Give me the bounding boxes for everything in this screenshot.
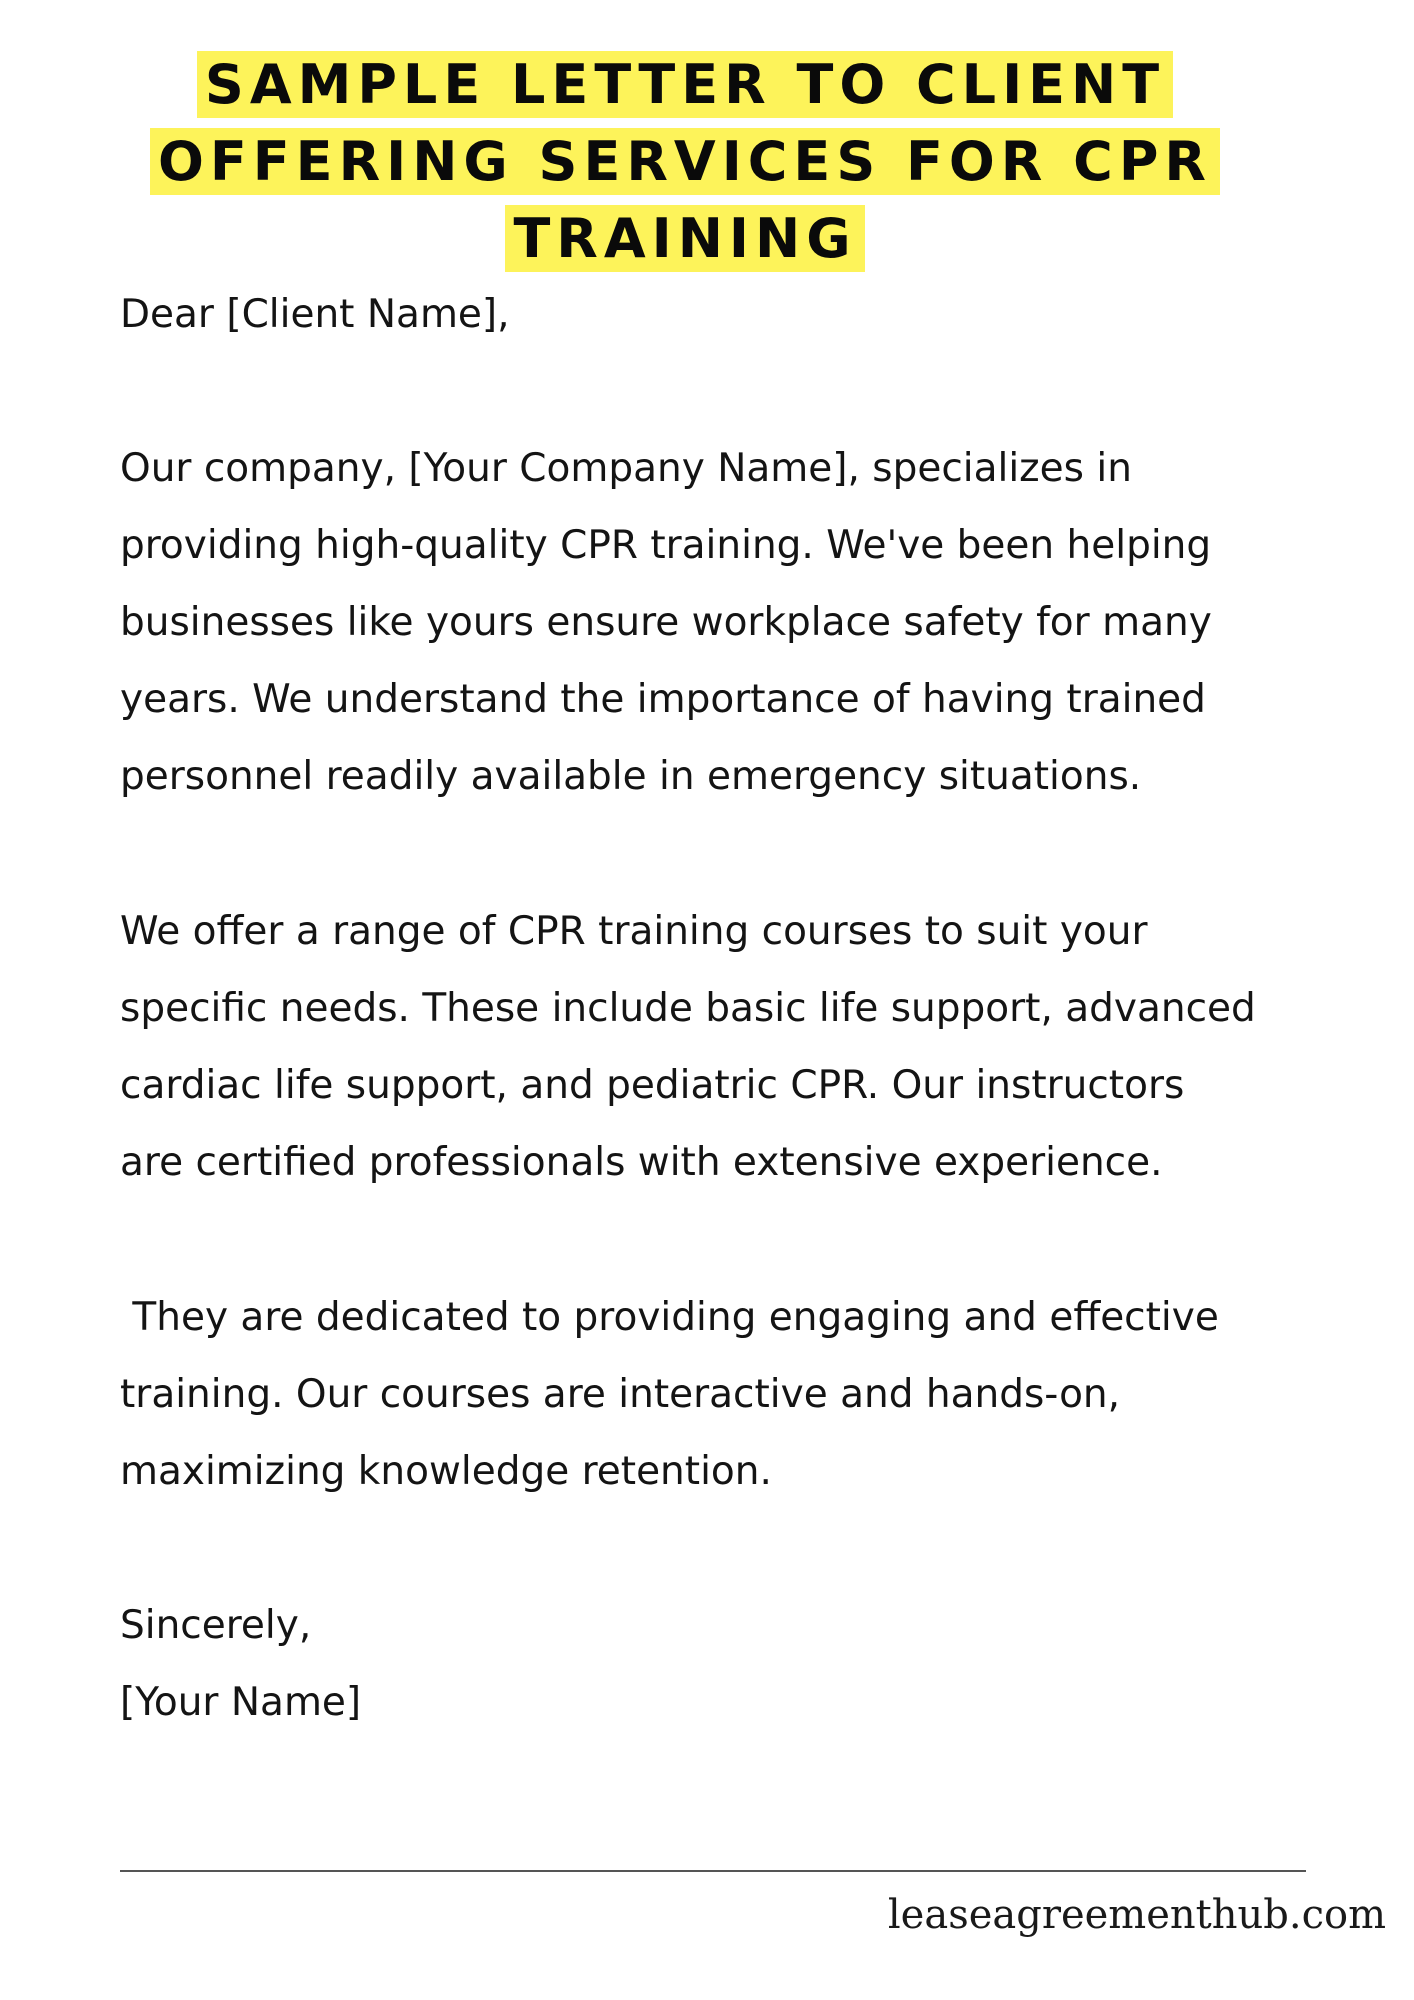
title-line-3: TRAINING bbox=[505, 205, 864, 272]
letter-paragraph-2: We offer a range of CPR training courses to suit your specific needs. These include basic life support, advanced cardiac life support, and pediatric CPR. Our instructors are certified professionals with extensive experience. bbox=[120, 909, 1256, 1185]
title-line-2: OFFERING SERVICES FOR CPR bbox=[150, 128, 1220, 195]
footer-website: leaseagreementhub.com bbox=[887, 1892, 1386, 1938]
letter-paragraph-1: Our company, [Your Company Name], specializes in providing high-quality CPR training. We've been helping businesses like yours ensure workplace safety for many years. We understand the importance of having trained personnel readily available in emergency situations. bbox=[120, 446, 1212, 799]
letter-signature: [Your Name] bbox=[120, 1680, 362, 1725]
title-line-1: SAMPLE LETTER TO CLIENT bbox=[197, 51, 1173, 118]
page-title bbox=[120, 46, 1250, 277]
footer-divider bbox=[120, 1870, 1306, 1872]
letter-paragraph-3: They are dedicated to providing engaging and effective training. Our courses are interactive and hands-on, maximizing knowledge retention. bbox=[120, 1295, 1219, 1494]
letter-closing: Sincerely, bbox=[120, 1603, 312, 1648]
letter-greeting: Dear [Client Name], bbox=[120, 292, 510, 337]
